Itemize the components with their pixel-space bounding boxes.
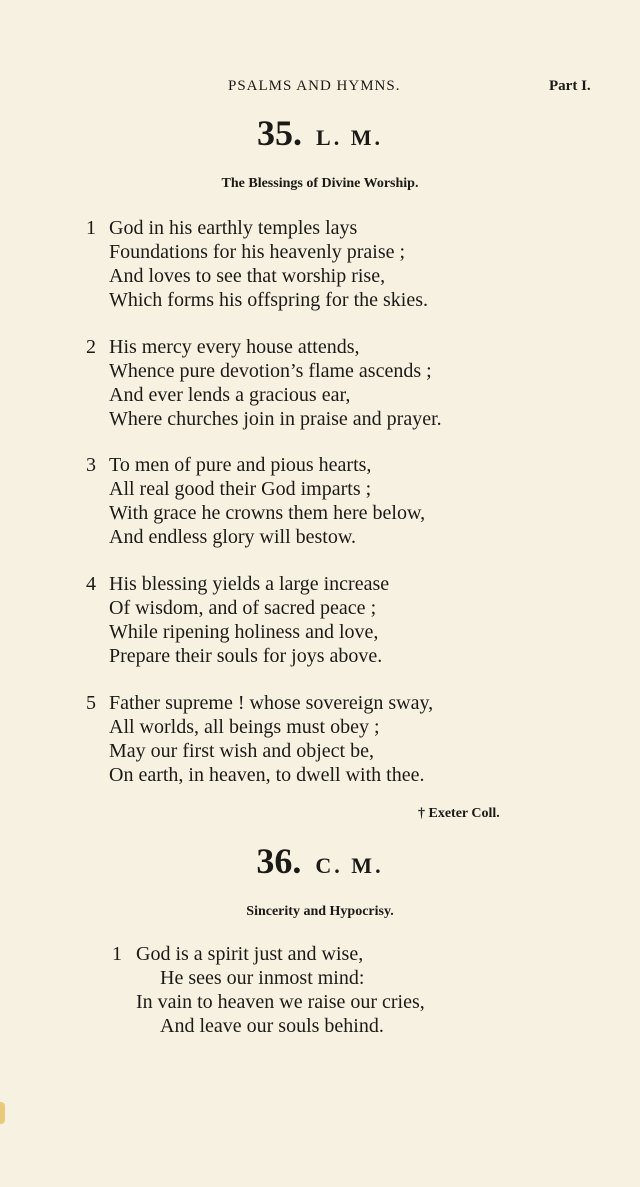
- verse-line: In vain to heaven we raise our cries,: [136, 991, 425, 1013]
- attribution: † Exeter Coll.: [418, 806, 500, 821]
- running-head: [0, 78, 640, 100]
- verse-line: All worlds, all beings must obey ;: [109, 716, 380, 738]
- verse-line: His blessing yields a large increase: [109, 573, 390, 595]
- verse-line: And endless glory will bestow.: [109, 526, 357, 548]
- page-edge-stain: [0, 1102, 5, 1124]
- hymn-35-heading: [0, 112, 640, 154]
- verse-line: May our first wish and object be,: [109, 740, 374, 762]
- verse-line: And loves to see that worship rise,: [109, 265, 386, 287]
- verse-line: And ever lends a gracious ear,: [109, 384, 351, 406]
- verse-number: 1: [86, 217, 96, 239]
- verse-line: God is a spirit just and wise,: [136, 943, 364, 965]
- part-label: Part I.: [549, 78, 591, 94]
- hymn-number: 35.: [257, 113, 303, 153]
- verse-number: 5: [86, 692, 96, 714]
- verse-line: To men of pure and pious hearts,: [109, 454, 372, 476]
- verse-line: And leave our souls behind.: [160, 1015, 384, 1037]
- verse-line: All real good their God imparts ;: [109, 478, 372, 500]
- hymn-36-heading: [0, 840, 640, 882]
- verse-number: 2: [86, 336, 96, 358]
- verse-line: With grace he crowns them here below,: [109, 502, 426, 524]
- verse-line: Of wisdom, and of sacred peace ;: [109, 597, 377, 619]
- verse-line: He sees our inmost mind:: [160, 967, 365, 989]
- verse-line: Father supreme ! whose sovereign sway,: [109, 692, 434, 714]
- hymn-35-title: The Blessings of Divine Worship.: [221, 176, 419, 191]
- verse-line: His mercy every house attends,: [109, 336, 360, 358]
- verse-line: Which forms his offspring for the skies.: [109, 289, 429, 311]
- verse-line: On earth, in heaven, to dwell with thee.: [109, 764, 425, 786]
- verse-number: 3: [86, 454, 96, 476]
- hymn-number: 36.: [256, 841, 302, 881]
- verse-number: 4: [86, 573, 96, 595]
- hymn-meter: C. M.: [315, 853, 384, 878]
- hymn-36-title: Sincerity and Hypocrisy.: [246, 904, 394, 919]
- verse-number: 1: [112, 943, 122, 965]
- verse-line: God in his earthly temples lays: [109, 217, 358, 239]
- verse-line: Foundations for his heavenly praise ;: [109, 241, 406, 263]
- running-title: PSALMS AND HYMNS.: [228, 78, 401, 94]
- verse-line: While ripening holiness and love,: [109, 621, 379, 643]
- verse-line: Whence pure devotion’s flame ascends ;: [109, 360, 432, 382]
- verse-line: Prepare their souls for joys above.: [109, 645, 383, 667]
- verse-line: Where churches join in praise and prayer.: [109, 408, 442, 430]
- hymn-meter: L. M.: [316, 125, 383, 150]
